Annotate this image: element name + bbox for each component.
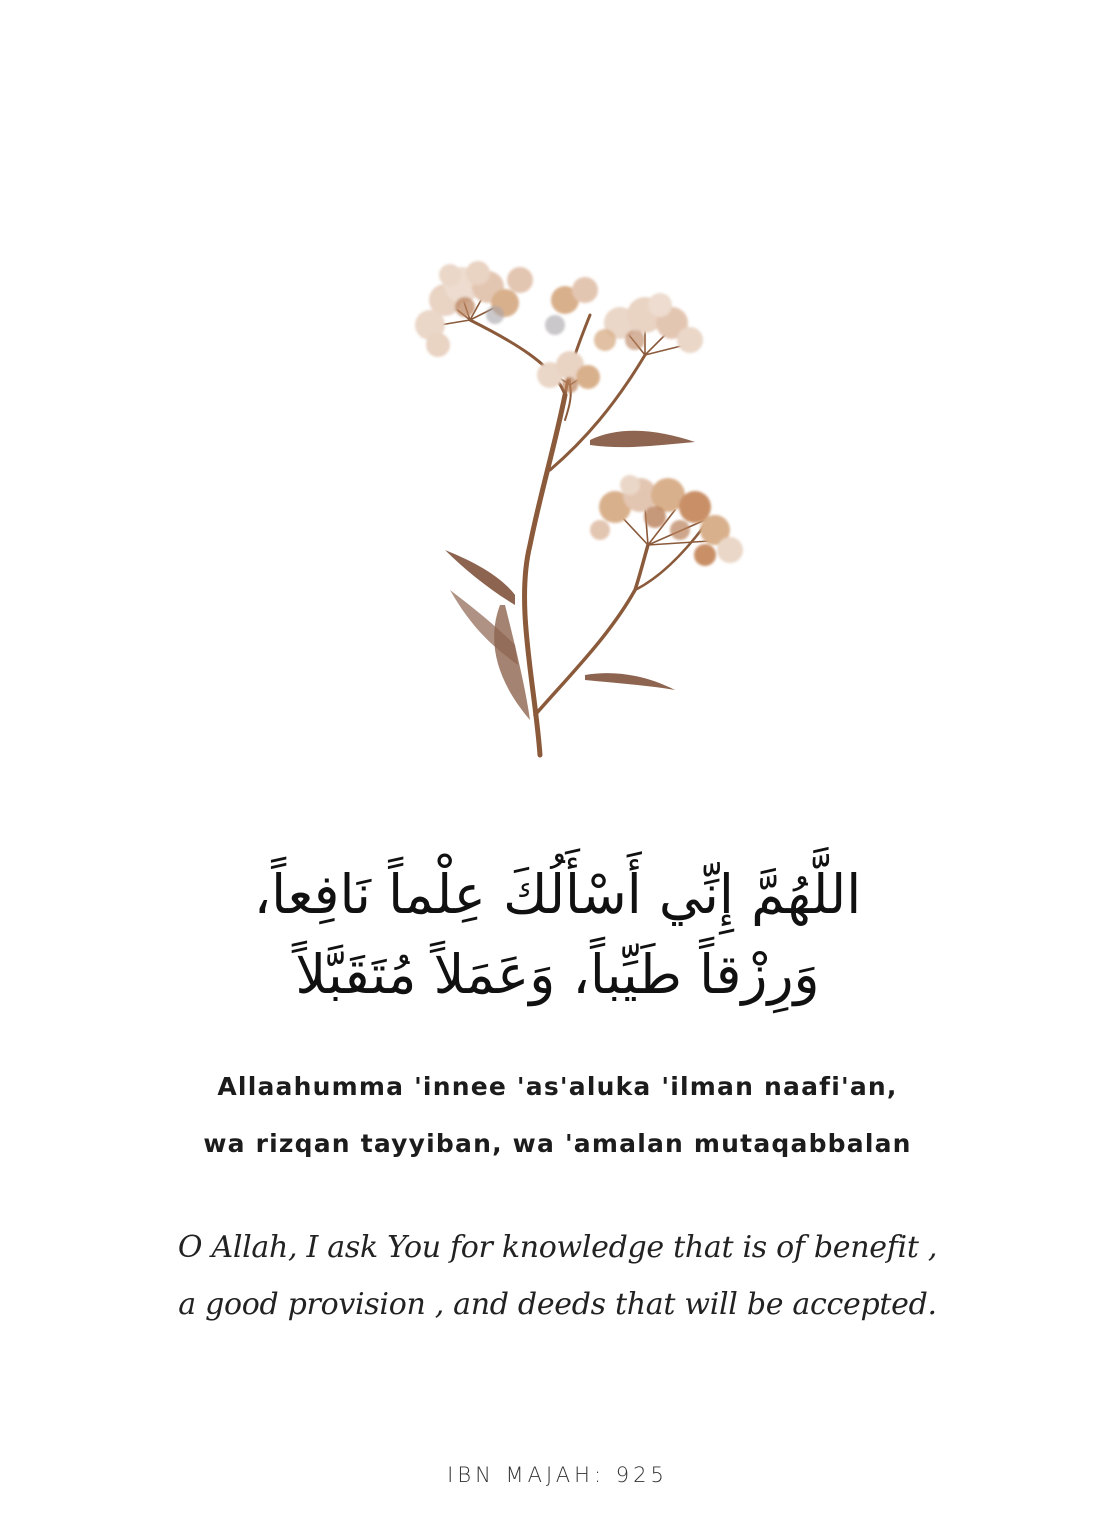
transliteration-line-2: wa rizqan tayyiban, wa 'amalan mutaqabbalan: [203, 1129, 912, 1158]
translation-line-1: O Allah, I ask You for knowledge that is of benefit ,: [177, 1230, 938, 1265]
watercolor-dried-flower-icon: [390, 245, 770, 765]
hadith-source: IBN MAJAH: 925: [447, 1463, 668, 1487]
flower-blossoms: [415, 261, 743, 566]
translation-line-2: a good provision , and deeds that will be accepted.: [178, 1287, 937, 1322]
arabic-dua-line-2: وَرِزْقاً طَيِّباً، وَعَمَلاً مُتَقَبَّلاً: [295, 943, 820, 1006]
arabic-dua-line-1: اللَّهُمَّ إِنِّي أَسْأَلُكَ عِلْماً نَافِعاً،: [253, 863, 862, 926]
transliteration-line-1: Allaahumma 'innee 'as'aluka 'ilman naafi'an,: [217, 1072, 898, 1101]
